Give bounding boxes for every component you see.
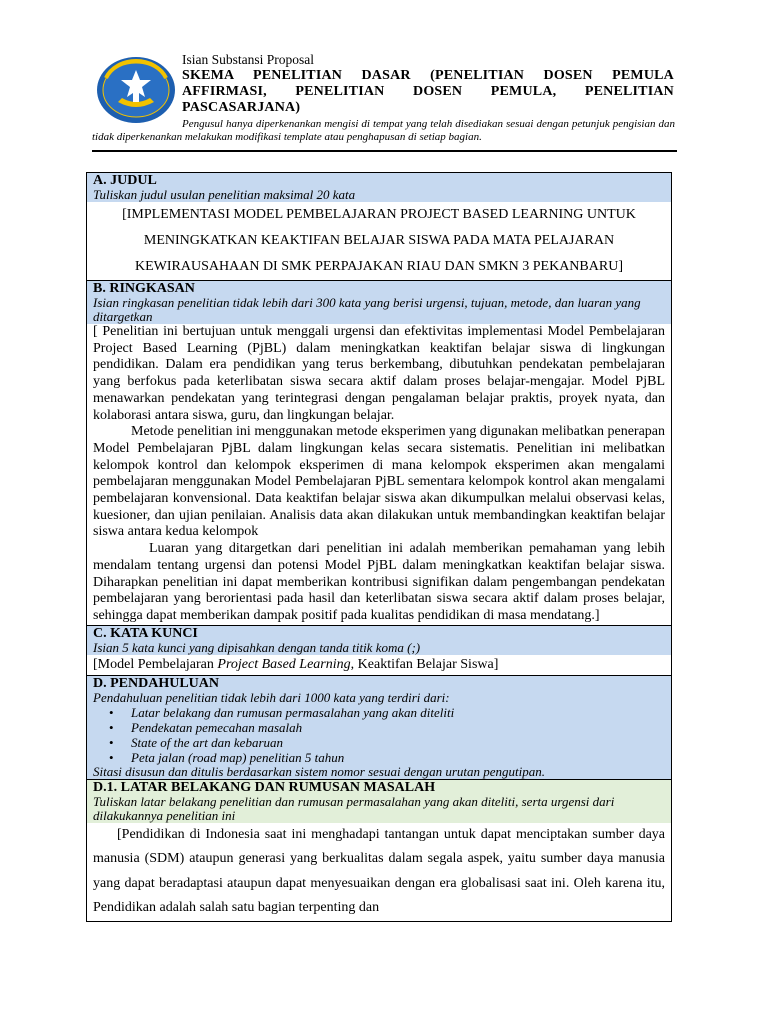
- section-title: A. JUDUL: [93, 173, 157, 188]
- section-pendahuluan: [87, 676, 671, 780]
- section-header: [87, 173, 671, 202]
- latar-content[interactable]: [87, 823, 671, 921]
- section-ringkasan: [87, 281, 671, 626]
- ringkasan-paragraph: [ Penelitian ini bertujuan untuk menggali urgensi dan efektivitas implementasi Model Pembelajaran Project Based Learning (PjBL) dalam meningkatkan keaktifan belajar siswa di lingkungan pendidikan. Dalam era pendidikan yang terus berkembang, dibutuhkan pendekatan pembelajaran yang berfokus pada keterlibatan siswa secara aktif dalam proses belajar-mengajar. Model PjBL menawarkan pendekatan yang terintegrasi dengan pengalaman belajar praktis, proyek nyata, dan kolaborasi antara siswa, guru, dan lingkungan belajar.: [93, 324, 665, 423]
- list-item: • Peta jalan (road map) penelitian 5 tahun: [123, 750, 665, 765]
- section-kata-kunci: [87, 626, 671, 676]
- pendahuluan-list: [93, 705, 665, 765]
- section-title: D. PENDAHULUAN: [93, 675, 219, 691]
- section-header: [87, 780, 671, 823]
- latar-paragraph: [Pendidikan di Indonesia saat ini menghadapi tantangan untuk dapat menciptakan sumber daya manusia (SDM) ataupun generasi yang berkualitas dalam segala aspek, yaitu sumber daya manusia yang dapat beradaptasi ataupun dapat menyesuaikan dengan era globalisasi saat ini. Oleh karena itu, Pendidikan adalah salah satu bagian terpenting dan: [93, 826, 665, 916]
- judul-content[interactable]: [87, 202, 671, 280]
- section-judul: [87, 173, 671, 281]
- keyword-italic: Project Based Learning: [217, 656, 351, 672]
- section-title: B. RINGKASAN: [93, 281, 195, 296]
- section-instruction: Pendahuluan penelitian tidak lebih dari 1000 kata yang terdiri dari:: [93, 689, 450, 705]
- section-header: [87, 281, 671, 324]
- section-instruction: Tuliskan judul usulan penelitian maksimal 20 kata: [93, 187, 356, 202]
- section-header: [87, 626, 671, 655]
- ringkasan-paragraph: Metode penelitian ini menggunakan metode eksperimen yang digunakan melibatkan penerapan Model Pembelajaran PjBL dalam lingkungan kelas secara sistematis. Penelitian ini melibatkan kelompok kontrol dan kelompok eksperimen di mana kelompok eksperimen akan mengalami pembelajaran menggunakan Model Pembelajaran PjBL sementara kelompok kontrol akan mengalami pembelajaran konvensional. Data keaktifan belajar siswa akan dikumpulkan melalui observasi kelas, kuesioner, dan ujian penilaian. Analisis data akan dilakukan untuk membandingkan keaktifan belajar siswa antara kedua kelompok: [93, 424, 665, 540]
- judul-line: MENINGKATKAN KEAKTIFAN BELAJAR SISWA PADA MATA PELAJARAN: [143, 233, 615, 248]
- list-item: • State of the art dan kebaruan: [123, 735, 665, 750]
- header-top-line: Isian Substansi Proposal: [182, 52, 315, 67]
- tut-wuri-handayani-logo: [96, 56, 176, 124]
- ringkasan-content[interactable]: [87, 324, 671, 625]
- list-item: • Latar belakang dan rumusan permasalahan yang akan diteliti: [123, 705, 665, 720]
- section-instruction: Tuliskan latar belakang penelitian dan rumusan permasalahan yang akan diteliti, serta urgensi dari dilakukannya penelitian ini: [93, 793, 615, 823]
- scheme-title: SKEMA PENELITIAN DASAR (PENELITIAN DOSEN PEMULA AFFIRMASI, PENELITIAN DOSEN PEMULA, PENELITIAN PASCASARJANA): [182, 68, 674, 115]
- section-instruction: Isian 5 kata kunci yang dipisahkan dengan tanda titik koma (;): [93, 639, 421, 655]
- proposal-header: [182, 52, 674, 116]
- proposal-form: [86, 172, 672, 922]
- section-latar-belakang: [87, 780, 671, 921]
- header-divider: [92, 150, 677, 152]
- list-item: • Pendekatan pemecahan masalah: [123, 720, 665, 735]
- kata-kunci-content[interactable]: [87, 655, 671, 675]
- judul-line: KEWIRAUSAHAAN DI SMK PERPAJAKAN RIAU DAN SMKN 3 PEKANBARU]: [135, 259, 623, 274]
- ringkasan-paragraph: Luaran yang ditargetkan dari penelitian ini adalah memberikan pemahaman yang lebih mendalam tentang urgensi dan potensi Model PjBL dalam meningkatkan keaktifan belajar siswa. Diharapkan penelitian ini dapat memberikan kontribusi signifikan dalam pengembangan pendekatan pembelajaran yang berorientasi pada hasil dan keterlibatan siswa secara aktif dalam proses belajar, sehingga dapat memberikan dampak positif pada kualitas pendidikan di masa mendatang.]: [93, 541, 665, 623]
- keyword-text: [Model Pembelajaran: [93, 656, 218, 672]
- section-instruction: Isian ringkasan penelitian tidak lebih dari 300 kata yang berisi urgensi, tujuan, metode, dan luaran yang ditargetkan: [93, 295, 641, 324]
- section-instruction: Sitasi disusun dan ditulis berdasarkan sistem nomor sesuai dengan urutan pengutipan.: [93, 763, 545, 779]
- header-note: Pengusul hanya diperkenankan mengisi di tempat yang telah disediakan sesuai dengan petunjuk pengisian dan tidak diperkenankan melakukan modifikasi template atau penghapusan di setiap bagian.: [92, 118, 675, 143]
- section-title: C. KATA KUNCI: [93, 625, 198, 641]
- keyword-text: , Keaktifan Belajar Siswa]: [350, 656, 499, 672]
- judul-line: [IMPLEMENTASI MODEL PEMBELAJARAN PROJECT BASED LEARNING UNTUK: [122, 207, 636, 222]
- section-header: [87, 676, 671, 779]
- section-title: D.1. LATAR BELAKANG DAN RUMUSAN MASALAH: [93, 779, 436, 795]
